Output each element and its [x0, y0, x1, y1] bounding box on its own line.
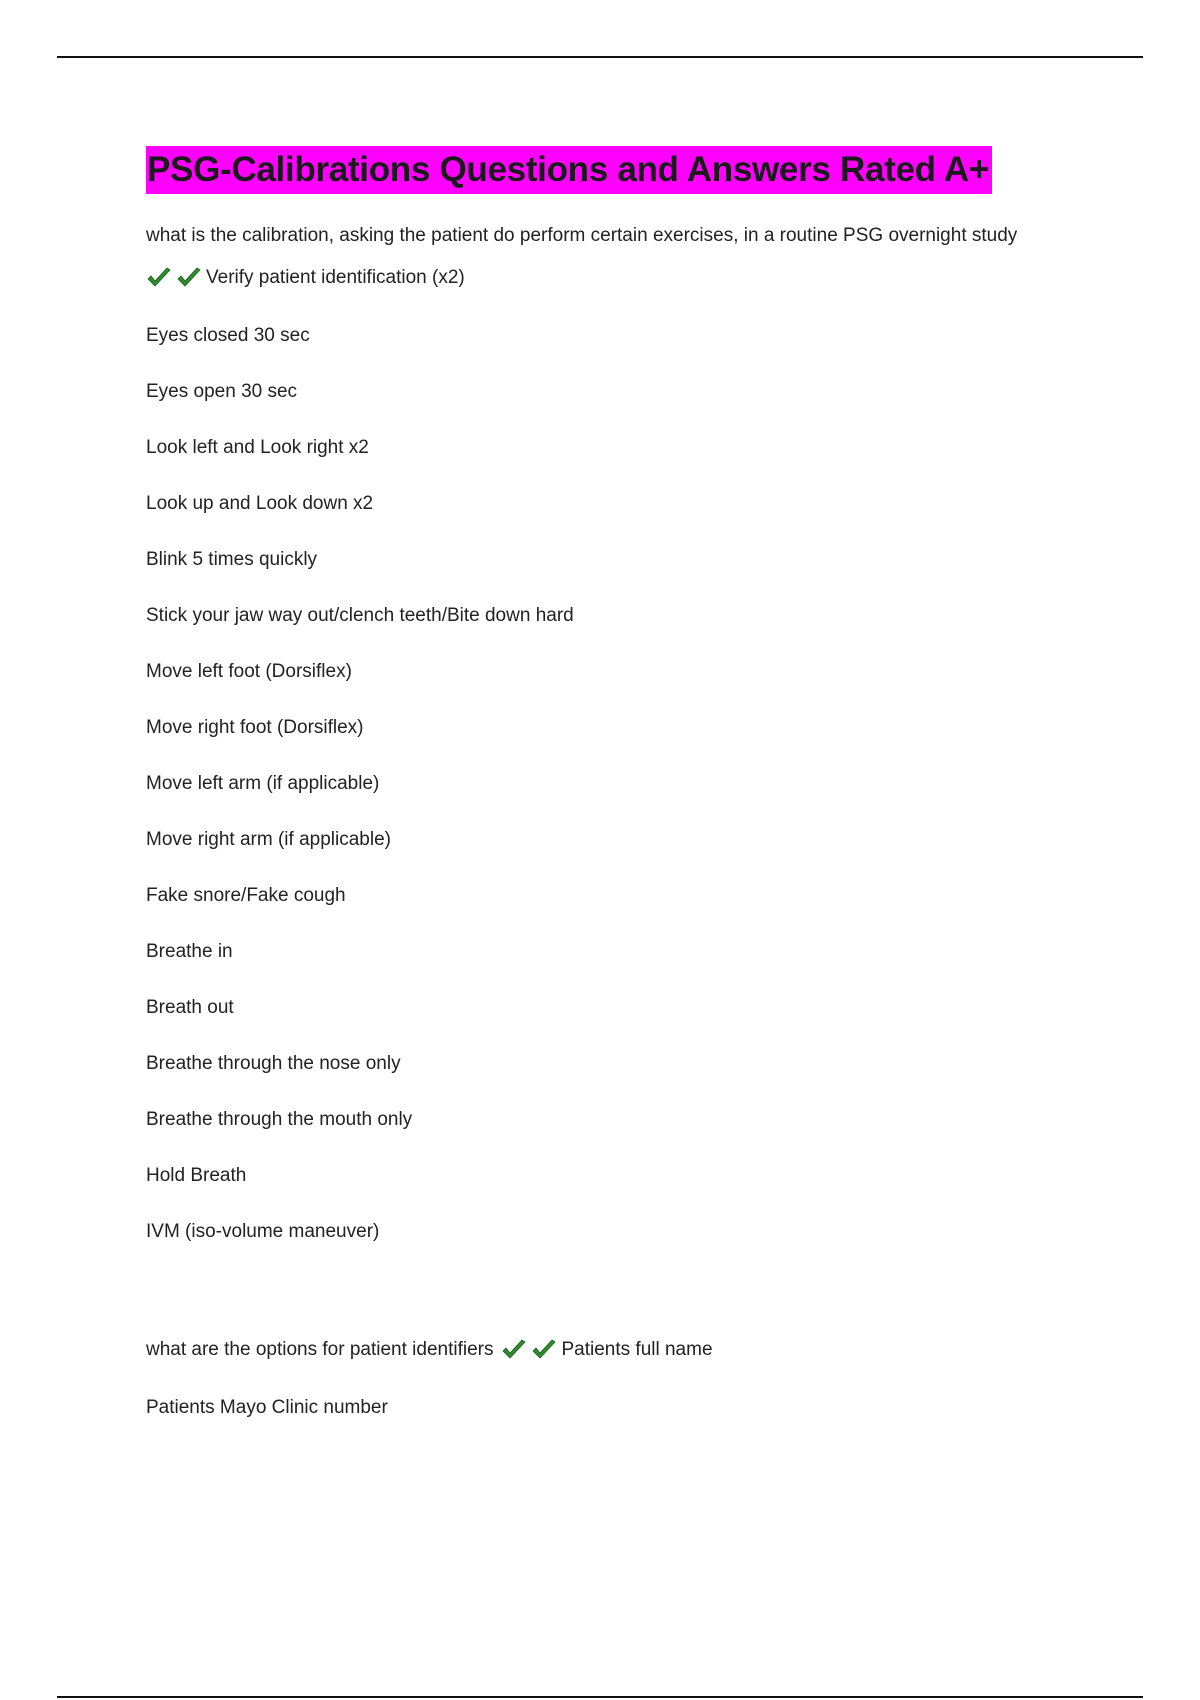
- checkmark-icon: [501, 1339, 527, 1361]
- list-item: Fake snore/Fake cough: [146, 885, 346, 906]
- list-item: Move left foot (Dorsiflex): [146, 661, 352, 682]
- list-item: Eyes open 30 sec: [146, 381, 298, 402]
- question-2: what are the options for patient identifiers: [146, 1339, 494, 1360]
- list-item: Look left and Look right x2: [146, 437, 369, 458]
- page-title: PSG-Calibrations Questions and Answers Rated A+: [146, 146, 992, 194]
- list-item: Breathe in: [146, 941, 233, 962]
- list-item: Stick your jaw way out/clench teeth/Bite down hard: [146, 605, 574, 626]
- list-item: Breathe through the nose only: [146, 1053, 401, 1074]
- list-item: Move left arm (if applicable): [146, 773, 380, 794]
- list-item: Eyes closed 30 sec: [146, 325, 310, 346]
- answer-2-list: [146, 1395, 1106, 1421]
- answer-1-list: [146, 323, 1106, 1245]
- list-item: Breath out: [146, 997, 234, 1018]
- checkmarks: [501, 1339, 561, 1361]
- list-item: Blink 5 times quickly: [146, 549, 318, 570]
- bottom-rule: [57, 1696, 1143, 1698]
- list-item: Hold Breath: [146, 1165, 247, 1186]
- list-item: Move right foot (Dorsiflex): [146, 717, 364, 738]
- document-body: [146, 146, 1106, 1421]
- list-item: Move right arm (if applicable): [146, 829, 391, 850]
- list-item: Patients Mayo Clinic number: [146, 1397, 388, 1418]
- question-2-line: [146, 1337, 1106, 1363]
- top-rule: [57, 56, 1143, 58]
- checkmark-icon: [176, 267, 202, 289]
- list-item: IVM (iso-volume maneuver): [146, 1221, 380, 1242]
- answer-2-first: Patients full name: [561, 1339, 713, 1360]
- checkmark-icon: [146, 267, 172, 289]
- checkmark-icon: [531, 1339, 557, 1361]
- list-item: Breathe through the mouth only: [146, 1109, 413, 1130]
- answer-1-first: Verify patient identification (x2): [206, 267, 465, 288]
- list-item: Look up and Look down x2: [146, 493, 374, 514]
- question-1: what is the calibration, asking the patient do perform certain exercises, in a routine PSG overnight study: [146, 225, 1018, 246]
- answer-1-first-line: [146, 265, 1106, 291]
